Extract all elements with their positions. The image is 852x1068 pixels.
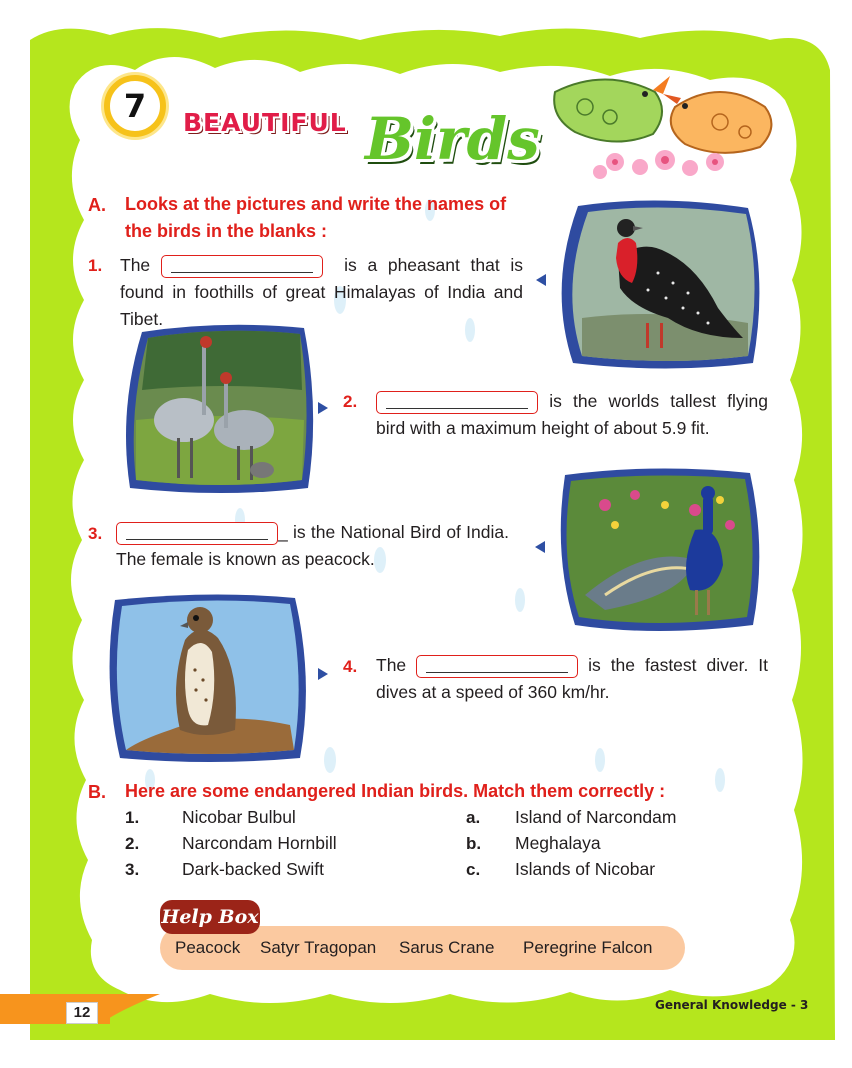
chapter-number-badge: 7 [104, 75, 166, 137]
q2-answer-blank[interactable] [376, 391, 538, 414]
help-word-3: Sarus Crane [399, 938, 495, 957]
q2-after: is the worlds tallest flying bird with a maximum height of about 5.9 fit. [376, 391, 768, 438]
q3-number: 3. [88, 524, 103, 543]
q4-number: 4. [343, 657, 358, 676]
q1-before: The [120, 255, 151, 275]
match-left-text-1: Nicobar Bulbul [182, 807, 296, 827]
peregrine-falcon-photo [100, 590, 320, 765]
q2-text [376, 388, 768, 442]
peacock-photo [545, 465, 770, 633]
match-right-text-a: Island of Narcondam [515, 807, 677, 827]
match-left-text-2: Narcondam Hornbill [182, 833, 337, 853]
q3-pointer-icon [535, 541, 545, 553]
q4-text [376, 652, 768, 706]
q3-after: _ is the National Bird of India. The female is known as peacock. [116, 522, 509, 569]
q1-after: is a pheasant that is found in foothills of great Himalayas of India and Tibet. [120, 255, 523, 329]
decorative-birds-illustration [545, 72, 785, 187]
section-b-letter: B. [88, 782, 106, 802]
chapter-title-big: Birds [365, 105, 540, 173]
match-left-num-3: 3. [125, 860, 140, 879]
help-word-4: Peregrine Falcon [523, 938, 653, 957]
q1-pointer-icon [536, 274, 546, 286]
q4-before: The [376, 655, 407, 675]
q3-answer-blank[interactable] [116, 522, 278, 545]
section-b-instruction: Here are some endangered Indian birds. Match them correctly : [125, 781, 666, 801]
match-left-num-2: 2. [125, 834, 140, 853]
book-title: General Knowledge - 3 [655, 998, 809, 1012]
match-right-text-c: Islands of Nicobar [515, 859, 656, 879]
q4-pointer-icon [318, 668, 328, 680]
help-box-label: Help Box [160, 900, 260, 934]
match-right-num-b: b. [466, 834, 482, 853]
section-a-instruction: Looks at the pictures and write the names of the birds in the blanks : [125, 194, 507, 241]
q4-answer-blank[interactable] [416, 655, 578, 678]
q3-text [116, 519, 509, 573]
match-right-text-b: Meghalaya [515, 833, 601, 853]
q1-answer-blank[interactable] [161, 255, 323, 278]
q2-pointer-icon [318, 402, 328, 414]
match-right-num-a: a. [466, 808, 481, 827]
match-left-num-1: 1. [125, 808, 140, 827]
help-word-1: Peacock [175, 938, 241, 957]
chapter-title-small: BEAUTIFUL [183, 108, 347, 137]
sarus-crane-photo [122, 320, 322, 495]
satyr-tragopan-photo [548, 198, 770, 373]
match-right-num-c: c. [466, 860, 481, 879]
section-a-letter: A. [88, 195, 106, 215]
q2-number: 2. [343, 392, 358, 411]
help-word-2: Satyr Tragopan [260, 938, 377, 957]
match-left-text-3: Dark-backed Swift [182, 859, 324, 879]
page-number: 12 [66, 1002, 98, 1024]
q4-after: is the fastest diver. It dives at a speed of 360 km/hr. [376, 655, 768, 702]
q1-number: 1. [88, 256, 103, 275]
